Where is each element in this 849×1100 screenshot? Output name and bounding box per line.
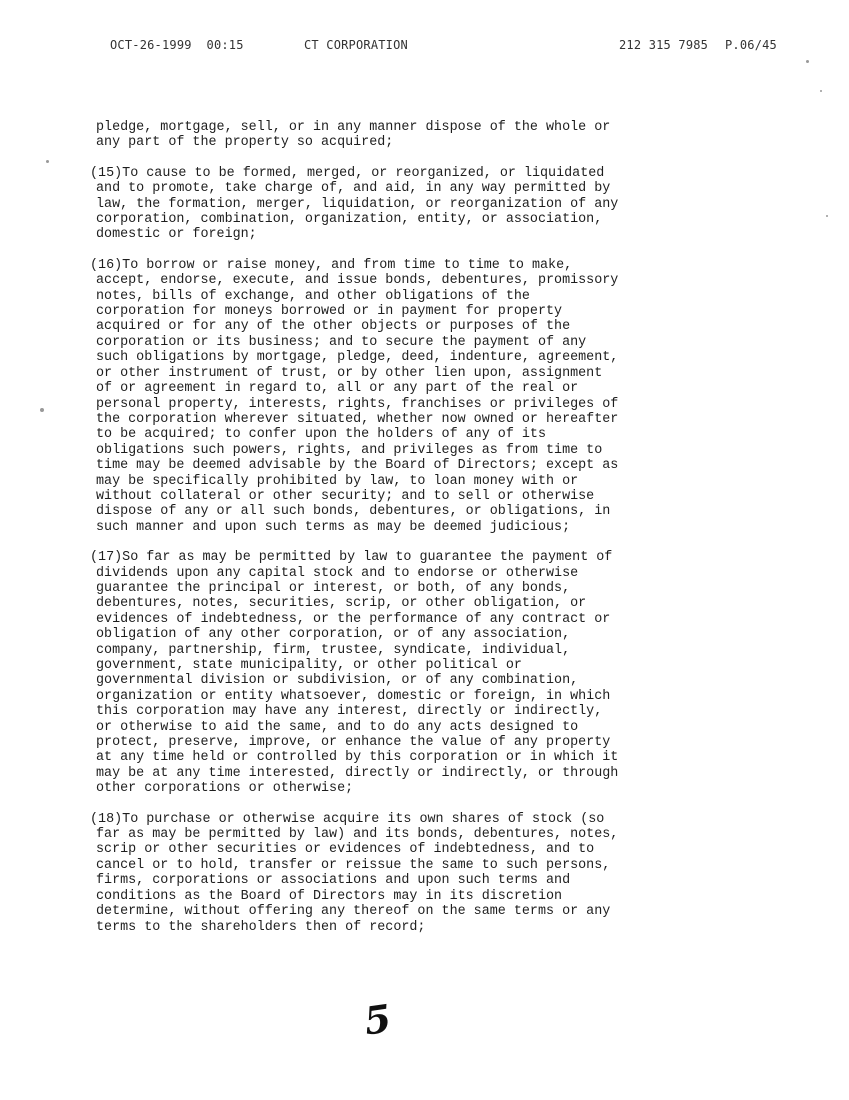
paragraph-number: (18) bbox=[90, 811, 123, 827]
document-body bbox=[90, 120, 736, 950]
scan-speck bbox=[806, 60, 809, 63]
paragraph-16 bbox=[90, 257, 736, 535]
paragraph-text: To purchase or otherwise acquire its own shares of stock (so far as may be permitted by law) and its bonds, debentures, notes, scrip or other securities or evidences of indebtedness, and to cancel or to hold, transfer or reissue the same to such persons, firms, corporations or associations and upon such terms and conditions as the Board of Directors may in its discretion determine, without offering any thereof on the same terms or any terms to the shareholders then of record; bbox=[96, 811, 619, 935]
paragraph-15 bbox=[90, 165, 736, 243]
paragraph-text: To borrow or raise money, and from time to time to make, accept, endorse, execute, and issue bonds, debentures, promissory notes, bills of exchange, and other obligations of the corporation for moneys borrowed or in payment for property acquired or for any of the other objects or purposes of the corporation or its business; and to secure the payment of any such obligations by mortgage, pledge, deed, indenture, agreement, or other instrument of trust, or by other lien upon, assignment of or agreement in regard to, all or any part of the real or personal property, interests, rights, franchises or privileges of the corporation wherever situated, whether now owned or hereafter to be acquired; to confer upon the holders of any of its obligations such powers, rights, and privileges as from time to time may be deemed advisable by the Board of Directors; except as may be specifically prohibited by law, to loan money with or without collateral or other security; and to sell or otherwise dispose of any or all such bonds, debentures, or obligations, in such manner and upon such terms as may be deemed judicious; bbox=[96, 257, 619, 535]
scan-speck bbox=[826, 215, 828, 217]
paragraph-number: (15) bbox=[90, 165, 123, 181]
paragraph-continuation bbox=[96, 120, 736, 151]
paragraph-number: (16) bbox=[90, 257, 123, 273]
fax-sender-company: CT CORPORATION bbox=[304, 38, 408, 52]
paragraph-18 bbox=[90, 811, 736, 935]
scan-speck bbox=[820, 90, 822, 92]
paragraph-number: (17) bbox=[90, 550, 123, 566]
scan-speck bbox=[40, 408, 44, 412]
handwritten-page-number: 5 bbox=[361, 995, 394, 1044]
fax-page-indicator: P.06/45 bbox=[725, 38, 777, 52]
paragraph-text: To cause to be formed, merged, or reorganized, or liquidated and to promote, take charge of, and aid, in any way permitted by law, the formation, merger, liquidation, or reorganization of any corporation, combination, organization, entity, or association, domestic or foreign; bbox=[96, 165, 619, 243]
paragraph-17 bbox=[90, 550, 736, 797]
paragraph-text: pledge, mortgage, sell, or in any manner dispose of the whole or any part of the property so acquired; bbox=[96, 120, 611, 151]
fax-date-time: OCT-26-1999 00:15 bbox=[110, 38, 244, 52]
paragraph-text: So far as may be permitted by law to guarantee the payment of dividends upon any capital stock and to endorse or otherwise guarantee the principal or interest, or both, of any bonds, debentures, notes, securities, scrip, or other obligation, or evidences of indebtedness, or the performance of any contract or obligation of any other corporation, or of any association, company, partnership, firm, trustee, syndicate, individual, government, state municipality, or other political or governmental division or subdivision, or of any combination, organization or entity whatsoever, domestic or foreign, in which this corporation may have any interest, directly or indirectly, or otherwise to aid the same, and to do any acts designed to protect, preserve, improve, or enhance the value of any property at any time held or controlled by this corporation or in which it may be at any time interested, directly or indirectly, or through other corporations or otherwise; bbox=[96, 550, 619, 797]
fax-phone-number: 212 315 7985 bbox=[619, 38, 709, 52]
fax-header bbox=[110, 38, 790, 56]
scan-speck bbox=[46, 160, 49, 163]
